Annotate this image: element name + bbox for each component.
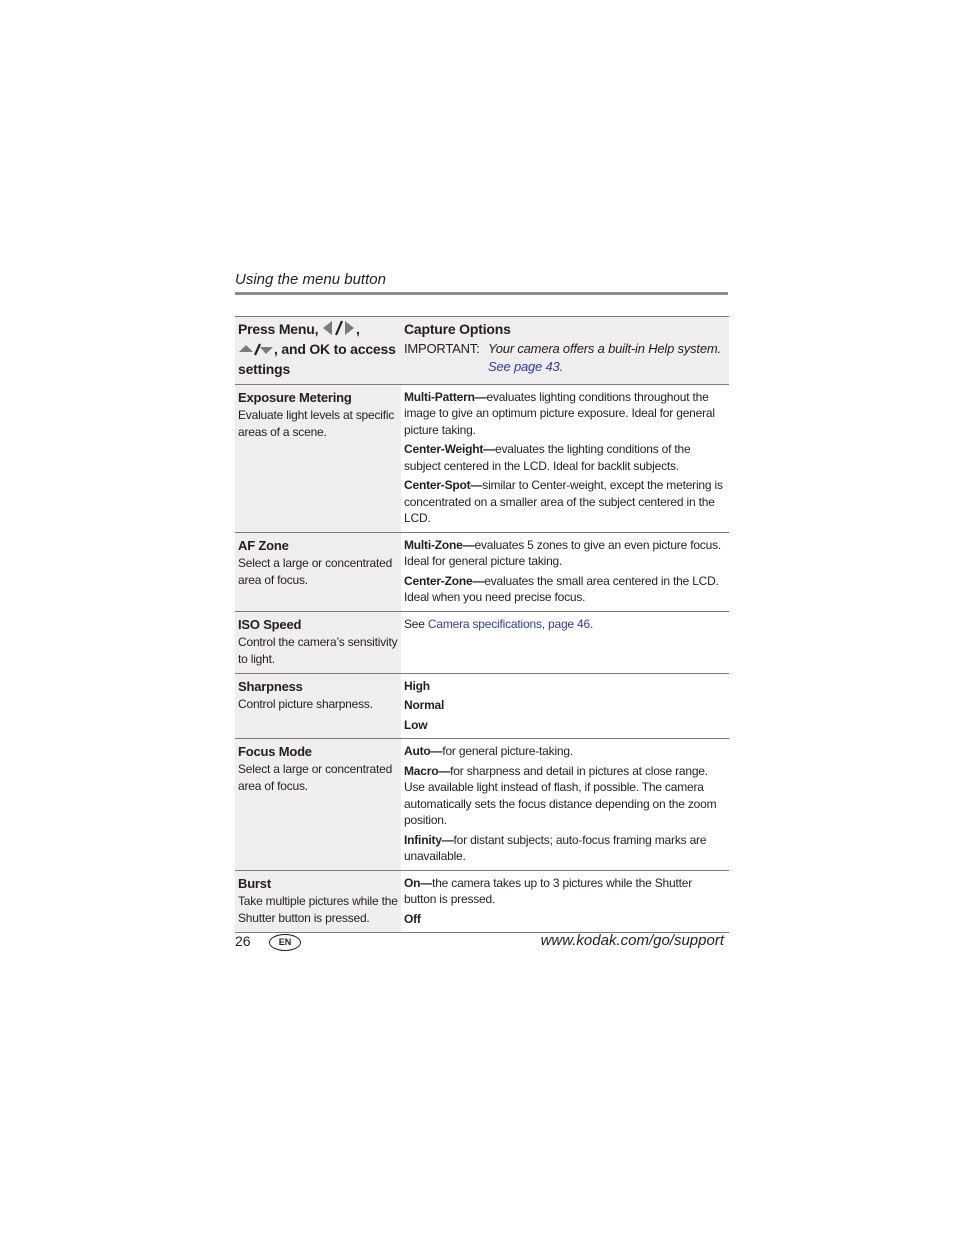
option-term: Off	[404, 911, 421, 926]
press-menu-label: Press Menu,	[238, 321, 319, 337]
option-item	[404, 763, 726, 829]
up-down-arrows-icon	[238, 342, 274, 360]
option-term: Center-Weight—	[404, 442, 495, 457]
setting-description: Evaluate light levels at specific areas of a scene.	[238, 407, 395, 439]
option-term: Macro—	[404, 763, 451, 778]
header-divider	[235, 292, 728, 295]
option-text: for general picture-taking.	[442, 744, 574, 759]
table-row	[235, 384, 729, 532]
capture-options-table	[235, 316, 729, 933]
option-term: Normal	[404, 698, 445, 713]
table-header-right	[401, 317, 729, 385]
option-term: Center-Zone—	[404, 573, 485, 588]
setting-name: Exposure Metering	[238, 389, 352, 405]
table-row	[235, 739, 729, 871]
option-term: Low	[404, 717, 428, 732]
option-text: evaluates the lighting conditions of the subject centered in the LCD. Ideal for backlit subjects.	[404, 442, 691, 473]
option-text: for distant subjects; auto-focus framing marks are unavailable.	[404, 832, 707, 864]
table-row	[235, 673, 729, 739]
option-term: Infinity—	[404, 832, 454, 847]
important-note: IMPORTANT: Your camera offers a built-in Help system. See page 43.	[404, 341, 721, 374]
option-item	[404, 573, 726, 606]
table-row	[235, 870, 729, 933]
option-term: Center-Spot—	[404, 478, 483, 493]
setting-cell	[235, 532, 401, 611]
option-text: evaluates lighting conditions throughout the image to give an optimum picture exposure. Ideal for general picture taking.	[404, 389, 715, 437]
access-settings-label: , and OK to access	[274, 341, 396, 358]
table-header-left: Press Menu, , , and OK to access settings	[235, 317, 401, 385]
options-cell	[401, 870, 729, 933]
option-text: for sharpness and detail in pictures at close range. Use available light instead of flash, if possible. The camera automatically sets the focus distance depending on the zoom position.	[404, 763, 717, 828]
page-number: 26	[235, 933, 251, 949]
option-item	[404, 477, 726, 527]
setting-name: AF Zone	[238, 537, 289, 553]
setting-description: Control picture sharpness.	[238, 696, 373, 711]
option-item	[404, 832, 726, 865]
setting-cell	[235, 739, 401, 871]
option-item	[404, 441, 726, 474]
setting-name: Focus Mode	[238, 744, 312, 760]
option-text: similar to Center-weight, except the metering is concentrated on a smaller area of the subject centered in the LCD.	[404, 478, 723, 526]
option-text: the camera takes up to 3 pictures while the Shutter button is pressed.	[404, 875, 693, 907]
setting-description: Take multiple pictures while the Shutter button is pressed.	[238, 893, 398, 925]
table-row	[235, 532, 729, 611]
setting-cell	[235, 673, 401, 739]
option-item	[404, 389, 726, 439]
capture-options-title: Capture Options	[404, 321, 511, 337]
setting-rows	[235, 384, 729, 933]
option-term: Auto—	[404, 744, 443, 759]
option-item	[404, 911, 726, 928]
setting-name: Sharpness	[238, 678, 303, 694]
option-item	[404, 875, 726, 908]
option-item	[404, 537, 726, 570]
option-term: High	[404, 678, 430, 693]
setting-description: Control the camera’s sensitivity to light.	[238, 634, 398, 666]
see-reference: See Camera specifications, page 46.	[404, 616, 594, 631]
support-url: www.kodak.com/go/support	[540, 932, 724, 949]
left-right-arrows-icon	[322, 320, 356, 340]
options-cell	[401, 532, 729, 611]
option-item	[404, 717, 726, 734]
table-row	[235, 611, 729, 673]
table-header-row	[235, 317, 729, 385]
setting-description: Select a large or concentrated area of focus.	[238, 762, 393, 794]
option-term: On—	[404, 875, 433, 890]
setting-cell	[235, 384, 401, 532]
option-term: Multi-Zone—	[404, 537, 475, 552]
setting-cell	[235, 611, 401, 673]
options-cell	[401, 673, 729, 739]
option-item	[404, 743, 726, 760]
setting-name: Burst	[238, 875, 271, 891]
options-cell	[401, 384, 729, 532]
setting-cell	[235, 870, 401, 933]
setting-name: ISO Speed	[238, 616, 302, 632]
setting-description: Select a large or concentrated area of focus.	[238, 555, 393, 587]
option-text: evaluates the small area centered in the LCD. Ideal when you need precise focus.	[404, 573, 719, 605]
option-item	[404, 678, 726, 695]
see-page-43-link[interactable]: See page 43.	[488, 359, 563, 374]
camera-specs-link[interactable]: Camera specifications, page 46	[427, 616, 590, 631]
options-cell	[401, 739, 729, 871]
language-badge: EN	[269, 934, 301, 951]
options-cell	[401, 611, 729, 673]
option-item	[404, 697, 726, 714]
option-term: Multi-Pattern—	[404, 389, 487, 404]
option-text: evaluates 5 zones to give an even picture focus. Ideal for general picture taking.	[404, 537, 722, 569]
page-header-title: Using the menu button	[235, 271, 386, 288]
